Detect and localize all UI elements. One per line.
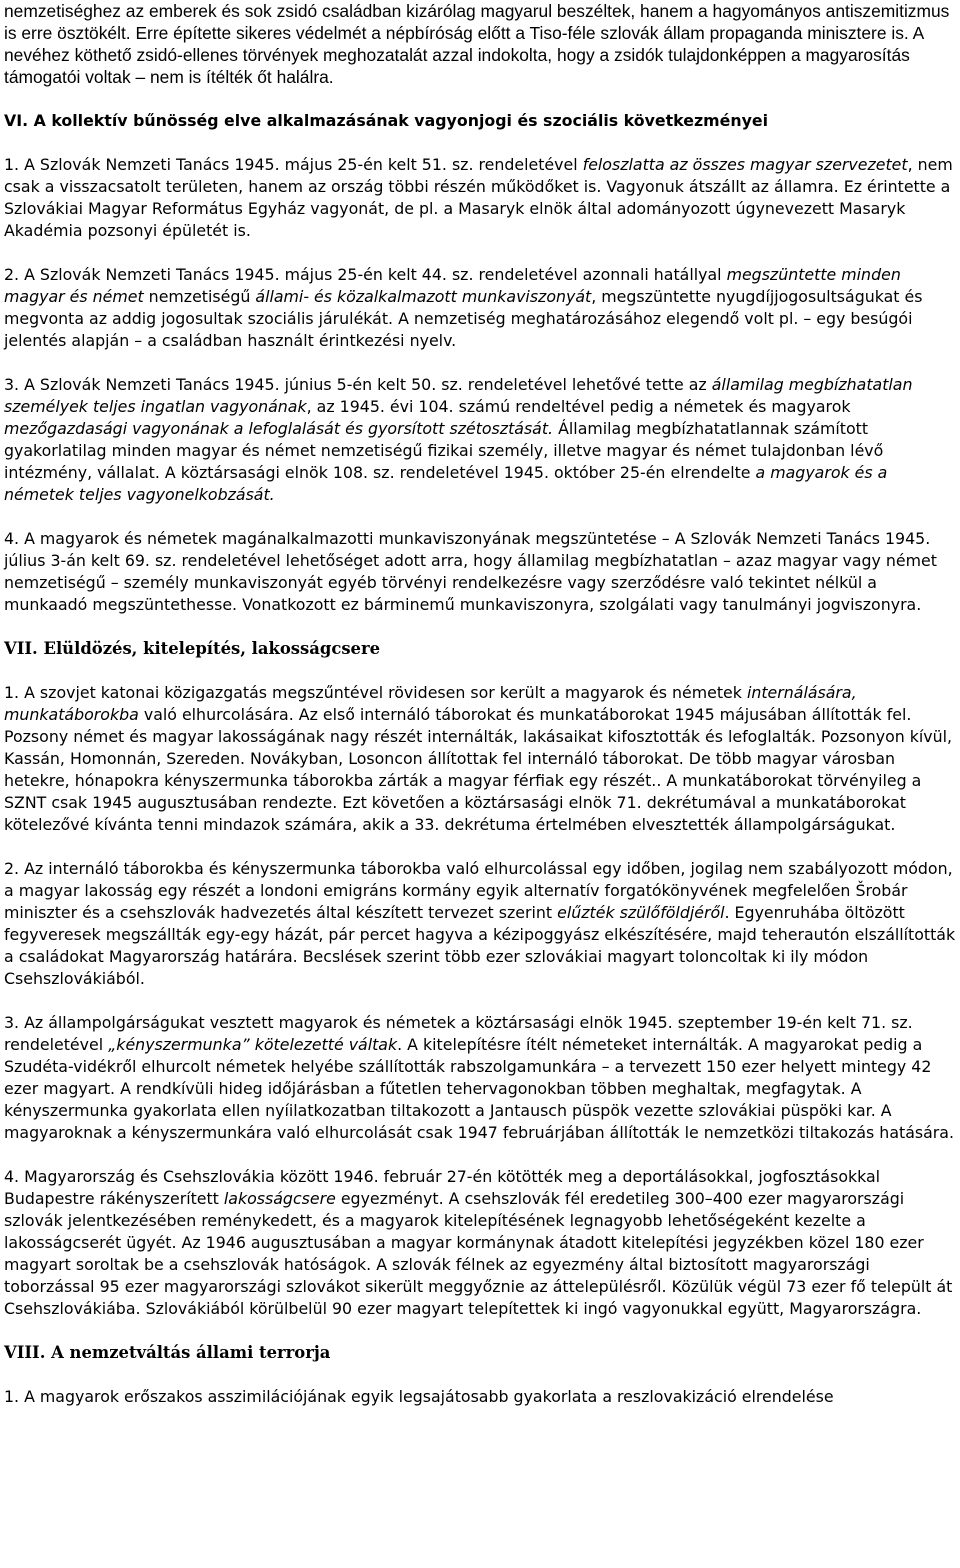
text-run: , nem csak a visszacsatolt területen, hanem az ország többi részén működőket is. Vagyonuk átszállt az államra. Ez érintette a Szlovákiai Magyar Református Egyház vagyonát, de pl. a Masaryk elnök által adományozott úgynevezett Masaryk Akadémia pozsonyi épületét is. <box>4 155 953 240</box>
emphasis-text: internálására, munkatáborokba <box>4 683 857 724</box>
section-6-paragraph-1 <box>4 154 956 242</box>
section-6-paragraph-2 <box>4 264 956 352</box>
text-run: 1. A szovjet katonai közigazgatás megszűntével rövidesen sor került a magyarok és németek <box>4 683 747 702</box>
emphasis-text: feloszlatta az összes magyar szervezetet <box>582 155 908 174</box>
text-run: . A kitelepítésre ítélt németeket internálták. A magyarokat pedig a Szudéta-vidékről elhurcolt németek helyébe szállították rabszolgamunkára – a tervezett 150 ezer helyett mintegy 42 ezer magyart. A rendkívüli hideg időjárásban a fűtetlen tehervagonokban többen meghaltak, megfagytak. A kényszermunka gyakorlata ellen nyíilatkozatban tiltakozott a Jantausch püspök vezette szlovákiai püspöki kar. A magyaroknak a kényszermunkára való elhurcolását csak 1947 februárjában állították le nemzetközi tiltakozás hatására. <box>4 1035 954 1142</box>
text-run: nemzetiségű <box>143 287 256 306</box>
emphasis-text: állami- és közalkalmazott munkaviszonyát <box>255 287 592 306</box>
text-run: , az 1945. évi 104. számú rendeltével pedig a németek és magyarok <box>306 397 851 416</box>
intro-paragraph <box>4 0 956 88</box>
section-7-paragraph-2 <box>4 858 956 990</box>
section-7-heading: VII. Elüldözés, kitelepítés, lakosságcsere <box>4 639 381 658</box>
text-run: 2. A Szlovák Nemzeti Tanács 1945. május 25-én kelt 44. sz. rendeletével azonnali hatállyal <box>4 265 727 284</box>
emphasis-text: elűzték szülőföldjéről <box>557 903 725 922</box>
text-run: , megszüntette nyugdíjjogosultságukat és megvonta az addig jogosultak szociális járulékát. A nemzetiség meghatározásához elegendő volt pl. – egy besúgói jelentés alapján – a családban használt érintkezési nyelv. <box>4 287 923 350</box>
text-run: 4. Magyarország és Csehszlovákia között 1946. február 27-én kötötték meg a deportálásokkal, jogfosztásokkal Budapestre rákényszerített <box>4 1167 881 1208</box>
section-7-paragraph-3 <box>4 1012 956 1144</box>
section-7-paragraph-1 <box>4 682 956 836</box>
section-7-paragraph-4 <box>4 1166 956 1320</box>
text-run: való elhurcolására. Az első internáló táborokat és munkatáborokat 1945 májusában állították fel. Pozsony német és magyar lakosságának nagy részét internálták, lakásaikat kifosztották és lefoglalták. Pozsonyon kívül, Kassán, Homonnán, Szereden. Novákyban, Losoncon állítottak fel internáló táborokat. De több magyar városban hetekre, hónapokra kényszermunka táborokba zárták a magyar férfiak egy részét.. A munkatáborokat törvényileg a SZNT csak 1945 augusztusában rendezte. Ezt követően a köztársasági elnök 71. dekrétumával a munkatáborokat kötelezővé kívánta tenni mindazok számára, akik a 33. dekrétuma értelmében elvesztették állampolgárságukat. <box>4 705 953 834</box>
emphasis-text: lakosságcsere <box>223 1189 336 1208</box>
text-run: Államilag megbízhatatlannak számított gyakorlatilag minden magyar és német nemzetiségű fizikai személy, illetve magyar és német tulajdonban lévő intézmény, vállalat. A köztársasági elnök 108. sz. rendeletével 1945. október 25-én elrendelte <box>4 419 884 482</box>
intro-text-part: nemzetiséghez az emberek és sok zsidó családban kizárólag magyarul beszéltek, hanem a hagyományos antiszemitizmus is erre ösztökélt. Erre építette sikeres védelmét a népbíróság előtt a Tiso-féle szlovák állam propaganda minisztere is. <box>4 1 950 43</box>
text-run: 3. A Szlovák Nemzeti Tanács 1945. június 5-én kelt 50. sz. rendeletével lehetővé tette az <box>4 375 712 394</box>
text-run: egyezményt. A csehszlovák fél eredetileg 300–400 ezer magyarországi szlovák jelentkezésében reménykedett, és a magyarok kitelepítésének legnagyobb lehetőségeként kezelte a lakosságcserét ügyét. Az 1946 augusztusában a magyar kormánynak átadott kitelepítési jegyzékben közel 180 ezer magyart soroltak be a csehszlovák hatóságok. A szlovák félnek az egyezmény által biztosított magyarországi toborzással 95 ezer magyarországi szlovákot sikerült meggyőznie az áttelepülésről. Közülük végül 73 ezer fő települt át Csehszlovákiába. Szlovákiából körülbelül 90 ezer magyart telepítettek ki ingó vagyonukkal együtt, Magyarországra. <box>4 1189 953 1318</box>
intro-text-part: A nevéhez köthető zsidó-ellenes törvények meghozatalát azzal indokolta, hogy a zsidók tulajdonképpen a magyarosítás támogatói voltak – nem is ítélték őt halálra. <box>4 23 924 87</box>
emphasis-text: „kényszermunka” kötelezetté váltak <box>108 1035 398 1054</box>
text-run: 1. A Szlovák Nemzeti Tanács 1945. május 25-én kelt 51. sz. rendeletével <box>4 155 583 174</box>
section-8-paragraph-1: 1. A magyarok erőszakos asszimilációjának egyik legsajátosabb gyakorlata a reszlovakizáció elrendelése <box>4 1387 834 1406</box>
emphasis-text: államilag megbízhatatlan személyek teljes ingatlan vagyonának <box>4 375 913 416</box>
text-run: . Egyenruhába öltözött fegyveresek megszállták egy-egy házát, pár percet hagyva a kézipoggyász elkészítésére, majd teherautón elszállították a családokat Magyarország határára. Becslések szerint több ezer szlovákiai magyart toloncoltak ki ily módon Csehszlovákiából. <box>4 903 956 988</box>
text-run: 3. Az állampolgárságukat vesztett magyarok és németek a köztársasági elnök 1945. szeptember 19-én kelt 71. sz. rendeletével <box>4 1013 913 1054</box>
text-run: 2. Az internáló táborokba és kényszermunka táborokba való elhurcolással egy időben, jogilag nem szabályozott módon, a magyar lakosság egy részét a londoni emigráns kormány egyik alternatív forgatókönyvének megfelelően Šrobár miniszter és a csehszlovák hadvezetés által készített tervezet szerint <box>4 859 953 922</box>
section-8-heading: VIII. A nemzetváltás állami terrorja <box>4 1343 331 1362</box>
section-6-paragraph-3 <box>4 374 956 506</box>
section-6-heading: VI. A kollektív bűnösség elve alkalmazásának vagyonjogi és szociális következményei <box>4 111 769 130</box>
emphasis-text: megszüntette minden magyar és német <box>4 265 901 306</box>
emphasis-text: a magyarok és a németek teljes vagyonelkobzását. <box>4 463 888 504</box>
section-6-paragraph-4: 4. A magyarok és németek magánalkalmazotti munkaviszonyának megszüntetése – A Szlovák Nemzeti Tanács 1945. július 3-án kelt 69. sz. rendeletével lehetőséget adott arra, hogy államilag megbízhatatlan – azaz magyar vagy német nemzetiségű – személy munkaviszonyát egyéb törvényi rendelkezésre vagy szerződésre való tekintet nélkül a munkaadó megszüntethesse. Vonatkozott ez bárminemű munkaviszonyra, szolgálati vagy tanulmányi jogviszonyra. <box>4 529 937 614</box>
emphasis-text: mezőgazdasági vagyonának a lefoglalását és gyorsított szétosztását. <box>4 419 554 438</box>
